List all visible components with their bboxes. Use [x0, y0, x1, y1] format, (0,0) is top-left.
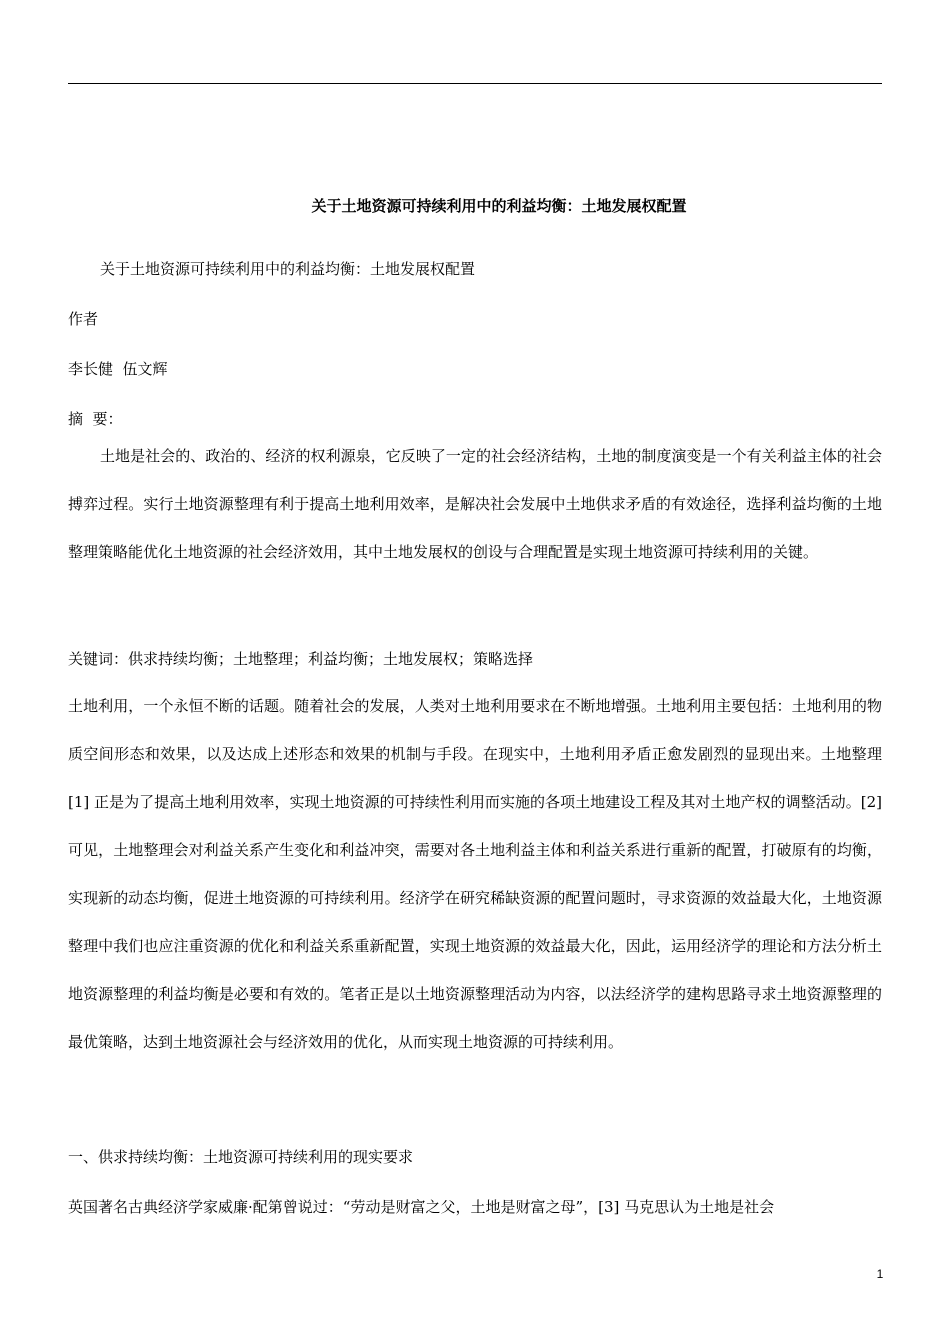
document-title: 关于土地资源可持续利用中的利益均衡：土地发展权配置: [311, 197, 687, 215]
header-rule: [68, 83, 882, 84]
abstract-label: 摘 要：: [68, 410, 123, 428]
body-paragraph: 土地利用，一个永恒不断的话题。随着社会的发展，人类对土地利用要求在不断地增强。土地利用主要包括：土地利用的物质空间形态和效果，以及达成上述形态和效果的机制与手段。在现实中，土地利用矛盾正愈发剧烈的显现出来。土地整理[1] 正是为了提高土地利用效率，实现土地资源的可持续性利用而实施的各项土地建设工程及其对土地产权的调整活动。[2] 可见，土地整理会对利益关系产生变化和利益冲突，需要对各土地利益主体和利益关系进行重新的配置，打破原有的均衡，实现新的动态均衡，促进土地资源的可持续利用。经济学在研究稀缺资源的配置问题时，寻求资源的效益最大化，土地资源整理中我们也应注重资源的优化和利益关系重新配置，实现土地资源的效益最大化，因此，运用经济学的理论和方法分析土地资源整理的利益均衡是必要和有效的。笔者正是以土地资源整理活动为内容，以法经济学的建构思路寻求土地资源整理的最优策略，达到土地资源社会与经济效用的优化，从而实现土地资源的可持续利用。: [68, 697, 882, 1051]
body-last-line: 英国著名古典经济学家威廉·配第曾说过：“劳动是财富之父，土地是财富之母”，[3] 马克思认为土地是社会: [68, 1198, 775, 1216]
page-number: 1: [876, 1267, 884, 1281]
author-names: 李长健 伍文辉: [68, 360, 168, 378]
keywords-line: 关键词：供求持续均衡；土地整理；利益均衡；土地发展权；策略选择: [68, 650, 534, 668]
section-heading: 一、供求持续均衡：土地资源可持续利用的现实要求: [68, 1148, 414, 1166]
abstract-text: 土地是社会的、政治的、经济的权利源泉，它反映了一定的社会经济结构，土地的制度演变是一个有关利益主体的社会搏弈过程。实行土地资源整理有利于提高土地利用效率，是解决社会发展中土地供求矛盾的有效途径，选择利益均衡的土地整理策略能优化土地资源的社会经济效用，其中土地发展权的创设与合理配置是实现土地资源可持续利用的关键。: [68, 447, 882, 561]
document-subtitle: 关于土地资源可持续利用中的利益均衡：土地发展权配置: [100, 260, 476, 278]
author-label: 作者: [68, 310, 99, 328]
